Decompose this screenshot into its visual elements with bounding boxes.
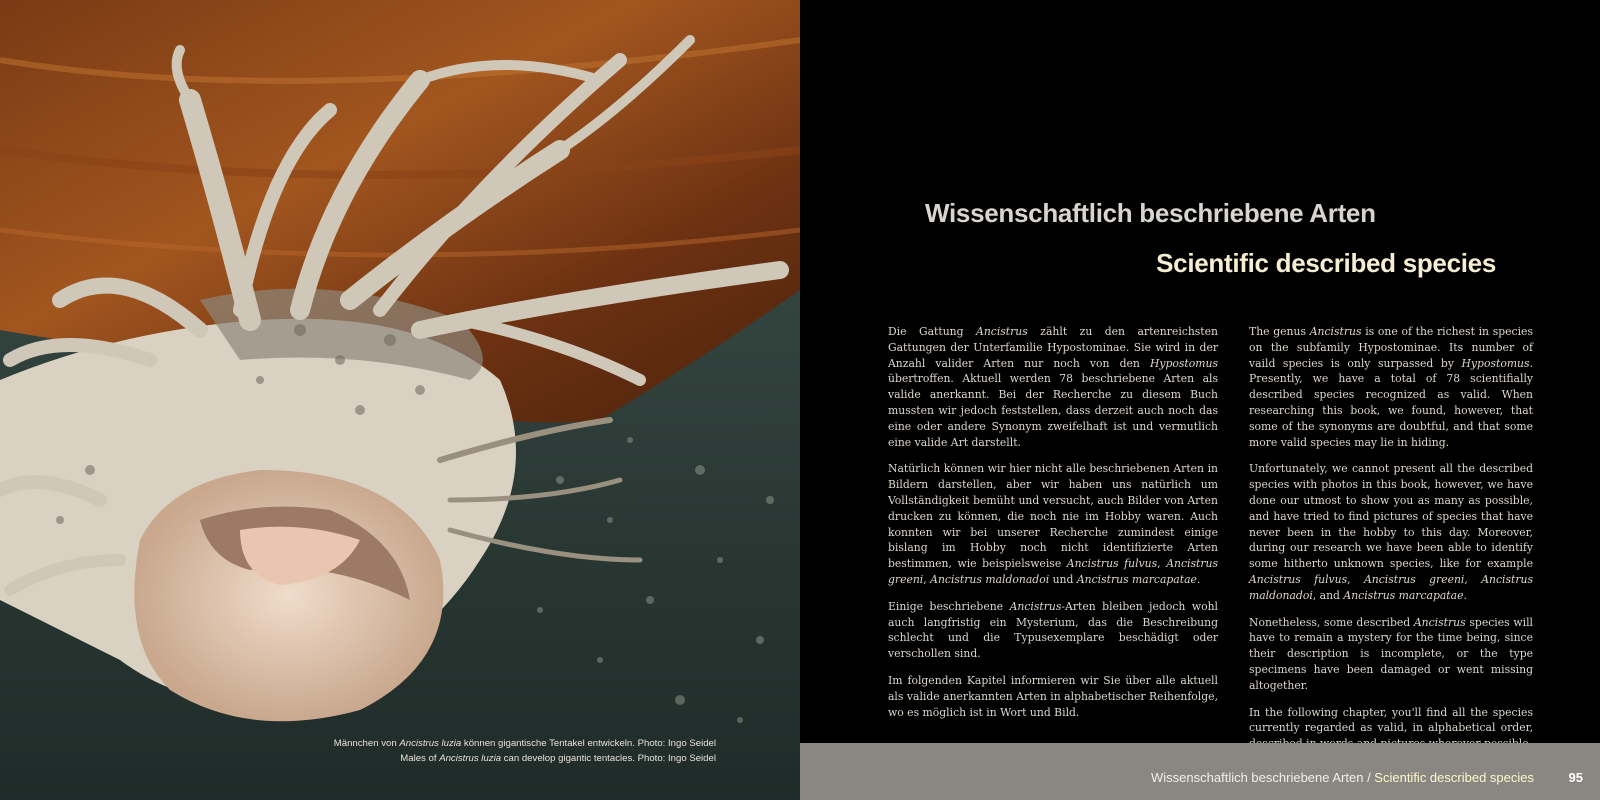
page-number: 95 [1568, 770, 1583, 785]
paragraph [1249, 461, 1533, 603]
text-run: , [1464, 572, 1482, 586]
caption-species: Ancistrus luzia [399, 738, 462, 749]
text-run: übertroffen. Aktuell werden 78 beschriebene Arten als valide anerkannt. Bei der Recherche zu diesem Buch mussten wir jedoch feststellen, dass derzeit auch noch das eine oder andere Synonym zweifelhaft ist und vermutlich eine valide Art darstellt. [888, 372, 1218, 449]
text-run: is one of the richest in species on the subfamily Hypostominae. Its number of vaild species is only surpassed by [1249, 325, 1533, 370]
german-text-column [888, 324, 1218, 731]
species-name: Ancistrus fulvus [1066, 557, 1158, 571]
species-name: Ancistrus fulvus [1249, 572, 1348, 586]
paragraph [888, 324, 1218, 450]
paragraph [888, 599, 1218, 662]
text-run: species will have to remain a mystery for the time being, since their description is incomplete, or the type specimens have been damaged or went missing altogether. [1249, 615, 1533, 692]
english-text-column [1249, 324, 1533, 763]
species-name: Ancistrus marcapatae [1343, 588, 1464, 602]
paragraph [888, 461, 1218, 587]
footer-english: Scientific described species [1374, 770, 1534, 785]
text-run: Einige beschriebene [888, 599, 1010, 613]
species-name: Ancistrus [976, 325, 1028, 338]
text-run: . [1463, 588, 1467, 602]
species-name: Ancistrus [1009, 599, 1062, 613]
species-name: Ancistrus [1309, 325, 1362, 338]
text-run: Die Gattung [888, 325, 977, 338]
caption-species: Ancistrus luzia [439, 753, 502, 764]
heading-english: Scientific described species [1156, 248, 1496, 278]
paragraph [1249, 324, 1533, 450]
caption-text: Males of [400, 753, 440, 764]
caption-text: können gigantische Tentakel entwickeln. Photo: Ingo Seidel [461, 738, 716, 749]
caption-german [334, 736, 716, 751]
text-run: Natürlich können wir hier nicht alle beschriebenen Arten in Bildern darstellen, aber wir haben uns natürlich um Vollständigkeit bemüht und versucht, auch Bilder von Arten drucken zu können, die noch nie im Hobby waren. Auch konnten wir bei unserer Recherche zumindest einige bislang im Hobby noch nicht identifizierte Arten bestimmen, wie beispielsweise [888, 462, 1218, 571]
species-name: Hypostomus [1461, 356, 1530, 370]
text-run: Unfortunately, we cannot present all the described species with photos in this book, however, we have done our utmost to show you as many as possible, and have tried to find pictures of species that have never been in the hobby to this day. Moreover, during our research we have been able to identify some hitherto unknown species, like for example [1249, 462, 1533, 571]
species-name: Ancistrus greeni [888, 557, 1218, 586]
species-name: Ancistrus maldonadoi [930, 572, 1050, 586]
text-run: , and [1312, 588, 1344, 602]
text-run: . [1196, 572, 1201, 586]
heading-german: Wissenschaftlich beschriebene Arten [925, 198, 1376, 228]
text-run: In the following chapter, you'll find all the species currently regarded as valid, in alphabetical order, [1249, 705, 1533, 735]
text-run: . Presently, we have a total of 78 scientifially described species recognized as valid. When researching this book, we found, however, that some of the synonyms are doubtful, and that some more valid species may lie in hiding. [1249, 356, 1533, 449]
caption-english [334, 751, 716, 766]
paragraph [888, 673, 1218, 720]
species-name: Ancistrus marcapatae [1076, 572, 1197, 586]
text-run: , [923, 572, 931, 586]
text-run: Nonetheless, some described [1249, 615, 1414, 629]
species-name: Hypostomus [1149, 356, 1218, 370]
text-run: zählt zu den artenreichsten Gattungen der Unterfamilie Hypostominae. Sie wird in der Anzahl valider Arten nur noch von den [888, 325, 1218, 370]
caption-text: Männchen von [333, 738, 400, 749]
paragraph [1249, 615, 1533, 694]
running-footer [1151, 770, 1534, 785]
text-page [800, 0, 1600, 800]
text-run: und [1049, 572, 1077, 586]
text-run: Im folgenden Kapitel informieren wir Sie über alle aktuell als valide anerkannten Arten in alphabetischer Reihenfolge, wo es möglich ist in Wort und Bild. [888, 673, 1218, 719]
text-run: , [1347, 572, 1364, 586]
footer-german: Wissenschaftlich beschriebene Arten / [1151, 770, 1375, 785]
page-footer [800, 743, 1600, 800]
species-name: Ancistrus [1413, 615, 1466, 629]
text-run: -Arten bleiben jedoch wohl auch langfristig ein Mysterium, das die Beschreibung schlecht und die Typusexemplare beschädigt oder verschollen sind. [888, 599, 1218, 661]
text-run: , [1157, 557, 1167, 571]
text-run: The genus [1249, 325, 1310, 338]
caption-text: can develop gigantic tentacles. Photo: Ingo Seidel [501, 753, 716, 764]
photo-caption [334, 736, 716, 766]
species-name: Ancistrus maldonadoi [1249, 572, 1533, 602]
species-name: Ancistrus greeni [1363, 572, 1465, 586]
